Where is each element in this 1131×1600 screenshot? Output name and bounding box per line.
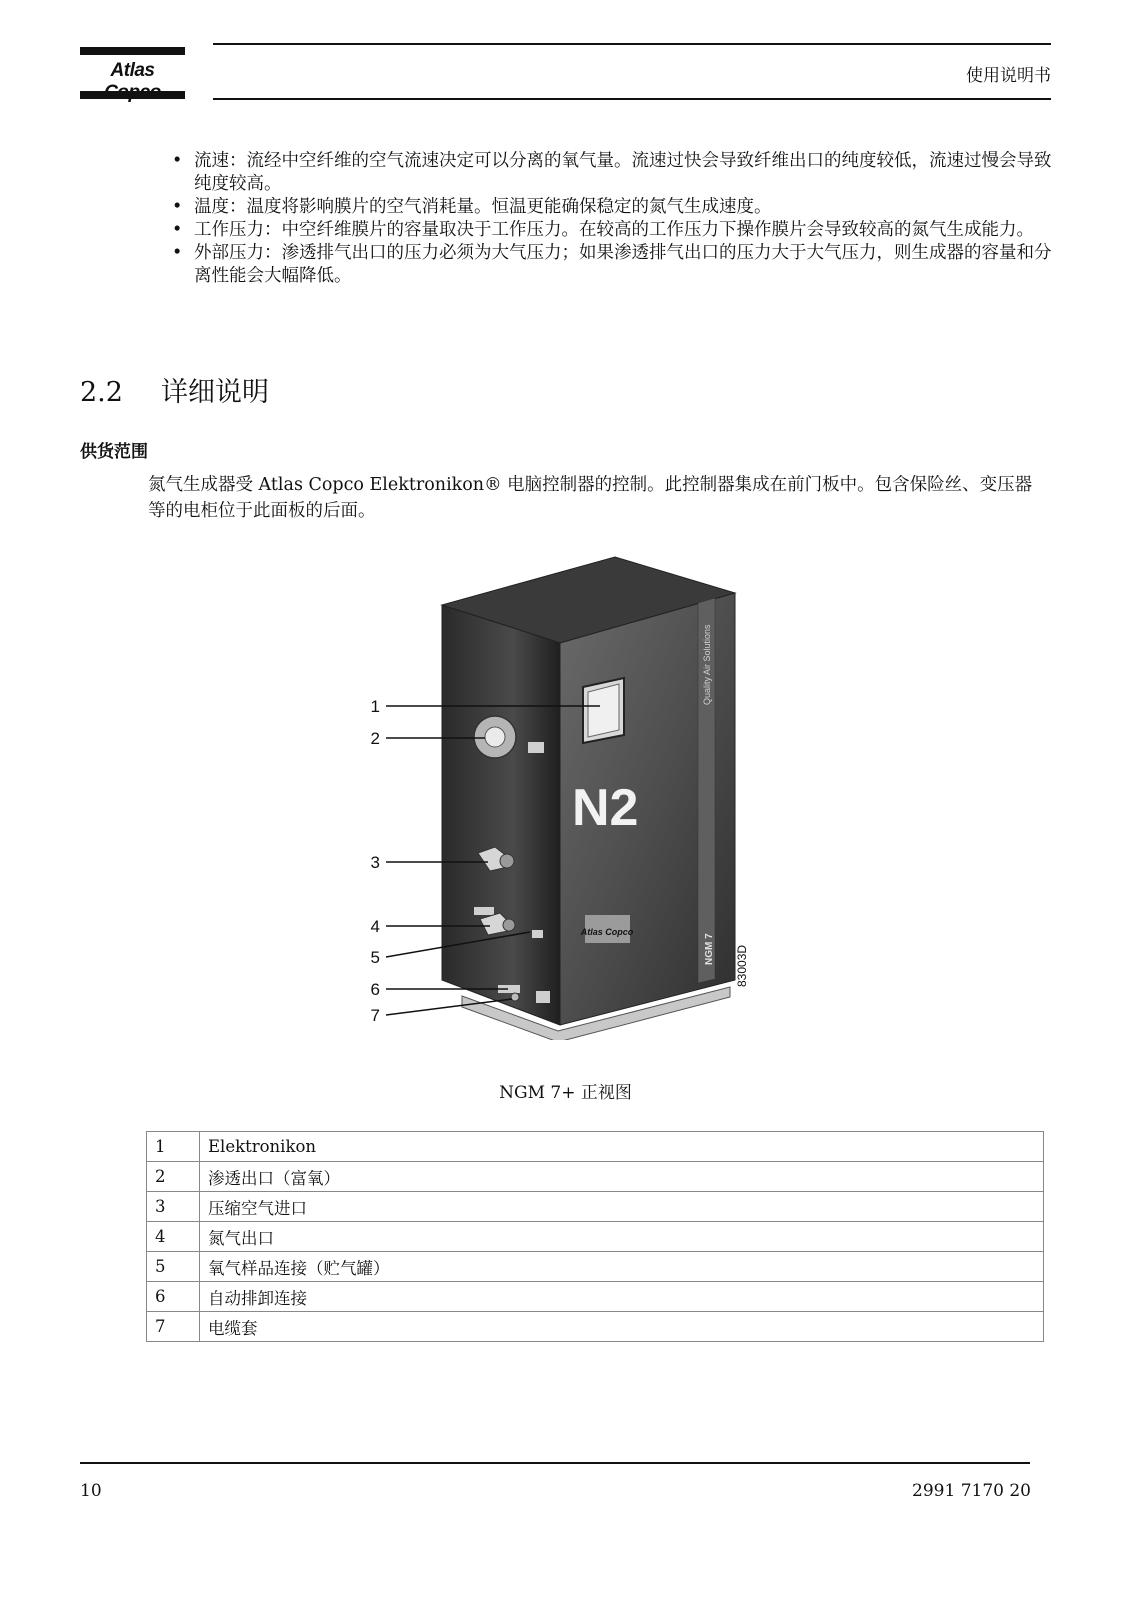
section-number: 2.2 — [80, 377, 123, 408]
scope-of-supply-heading: 供货范围 — [80, 442, 148, 462]
item-number: 2 — [147, 1162, 200, 1192]
table-row — [147, 1312, 1044, 1342]
item-number: 4 — [147, 1222, 200, 1252]
quality-air-solutions-label: Quality Air Solutions — [702, 624, 712, 705]
cabinet-side-panel — [442, 605, 560, 1025]
footer-rule — [80, 1462, 1030, 1464]
table-row — [147, 1192, 1044, 1222]
item-number: 5 — [147, 1252, 200, 1282]
document-number: 2991 7170 20 — [912, 1481, 1031, 1501]
item-description: 渗透出口（富氧） — [200, 1162, 1044, 1192]
figure-caption: NGM 7+ 正视图 — [499, 1083, 632, 1103]
item-description: 氧气样品连接（贮气罐） — [200, 1252, 1044, 1282]
item-description: 自动排卸连接 — [200, 1282, 1044, 1312]
atlas-copco-logo — [80, 47, 185, 99]
bullet-flow-rate: • 流速：流经中空纤维的空气流速决定可以分离的氧气量。流速过快会导致纤维出口的纯度较低，流速过慢会导致纯度较高。 — [172, 150, 1052, 196]
logo-bar-top — [80, 47, 185, 55]
header-rule-bottom — [213, 98, 1051, 100]
intro-paragraph: 氮气生成器受 Atlas Copco Elektronikon® 电脑控制器的控制。此控制器集成在前门板中。包含保险丝、变压器等的电柜位于此面板的后面。 — [148, 475, 1033, 521]
callout-4: 4 — [370, 917, 380, 936]
sample-port-plate — [532, 930, 543, 938]
callout-6: 6 — [370, 980, 380, 999]
image-code-label: 83003D — [735, 944, 749, 987]
item-description: 压缩空气进口 — [200, 1192, 1044, 1222]
logo-text: Atlas — [110, 60, 155, 81]
callout-3: 3 — [370, 853, 380, 872]
factor-bullet-list — [172, 150, 1052, 288]
ngm-front-view-figure — [350, 555, 780, 1040]
n2-label: N2 — [572, 779, 639, 837]
document-title: 使用说明书 — [966, 66, 1051, 86]
item-number: 6 — [147, 1282, 200, 1312]
inlet-nut — [500, 854, 514, 868]
item-number: 3 — [147, 1192, 200, 1222]
generator-illustration — [350, 555, 780, 1040]
elektronikon-screen — [588, 684, 619, 737]
callout-1: 1 — [370, 697, 380, 716]
label-plate — [528, 742, 544, 753]
section-heading — [80, 370, 269, 409]
callout-2: 2 — [370, 729, 380, 748]
nitrogen-outlet-bracket — [474, 907, 494, 915]
table-row — [147, 1282, 1044, 1312]
bullet-external-pressure: • 外部压力：渗透排气出口的压力必须为大气压力；如果渗透排气出口的压力大于大气压力，则生成器的容量和分离性能会大幅降低。 — [172, 242, 1052, 288]
bullet-working-pressure: • 工作压力：中空纤维膜片的容量取决于工作压力。在较高的工作压力下操作膜片会导致较高的氮气生成能力。 — [172, 219, 1052, 242]
component-legend-table — [146, 1131, 1044, 1342]
callout-7: 7 — [370, 1006, 380, 1025]
drain-connection — [511, 993, 519, 1001]
front-brand-label: Atlas Copco — [580, 927, 634, 937]
table-row — [147, 1162, 1044, 1192]
page-number: 10 — [80, 1481, 102, 1501]
section-title: 详细说明 — [161, 377, 269, 408]
item-description: Elektronikon — [200, 1132, 1044, 1162]
item-description: 氮气出口 — [200, 1222, 1044, 1252]
permeate-outlet-hole — [485, 727, 505, 747]
nitrogen-outlet-nut — [503, 919, 515, 931]
item-description: 电缆套 — [200, 1312, 1044, 1342]
table-row — [147, 1132, 1044, 1162]
item-number: 7 — [147, 1312, 200, 1342]
cable-gland-box — [536, 991, 550, 1003]
callout-5: 5 — [370, 948, 380, 967]
item-number: 1 — [147, 1132, 200, 1162]
table-row — [147, 1222, 1044, 1252]
table-row — [147, 1252, 1044, 1282]
model-label: NGM 7 — [704, 933, 715, 965]
header-rule-top — [213, 43, 1051, 45]
bullet-temperature: • 温度：温度将影响膜片的空气消耗量。恒温更能确保稳定的氮气生成速度。 — [172, 196, 1052, 219]
logo-bar-bottom — [80, 91, 185, 99]
